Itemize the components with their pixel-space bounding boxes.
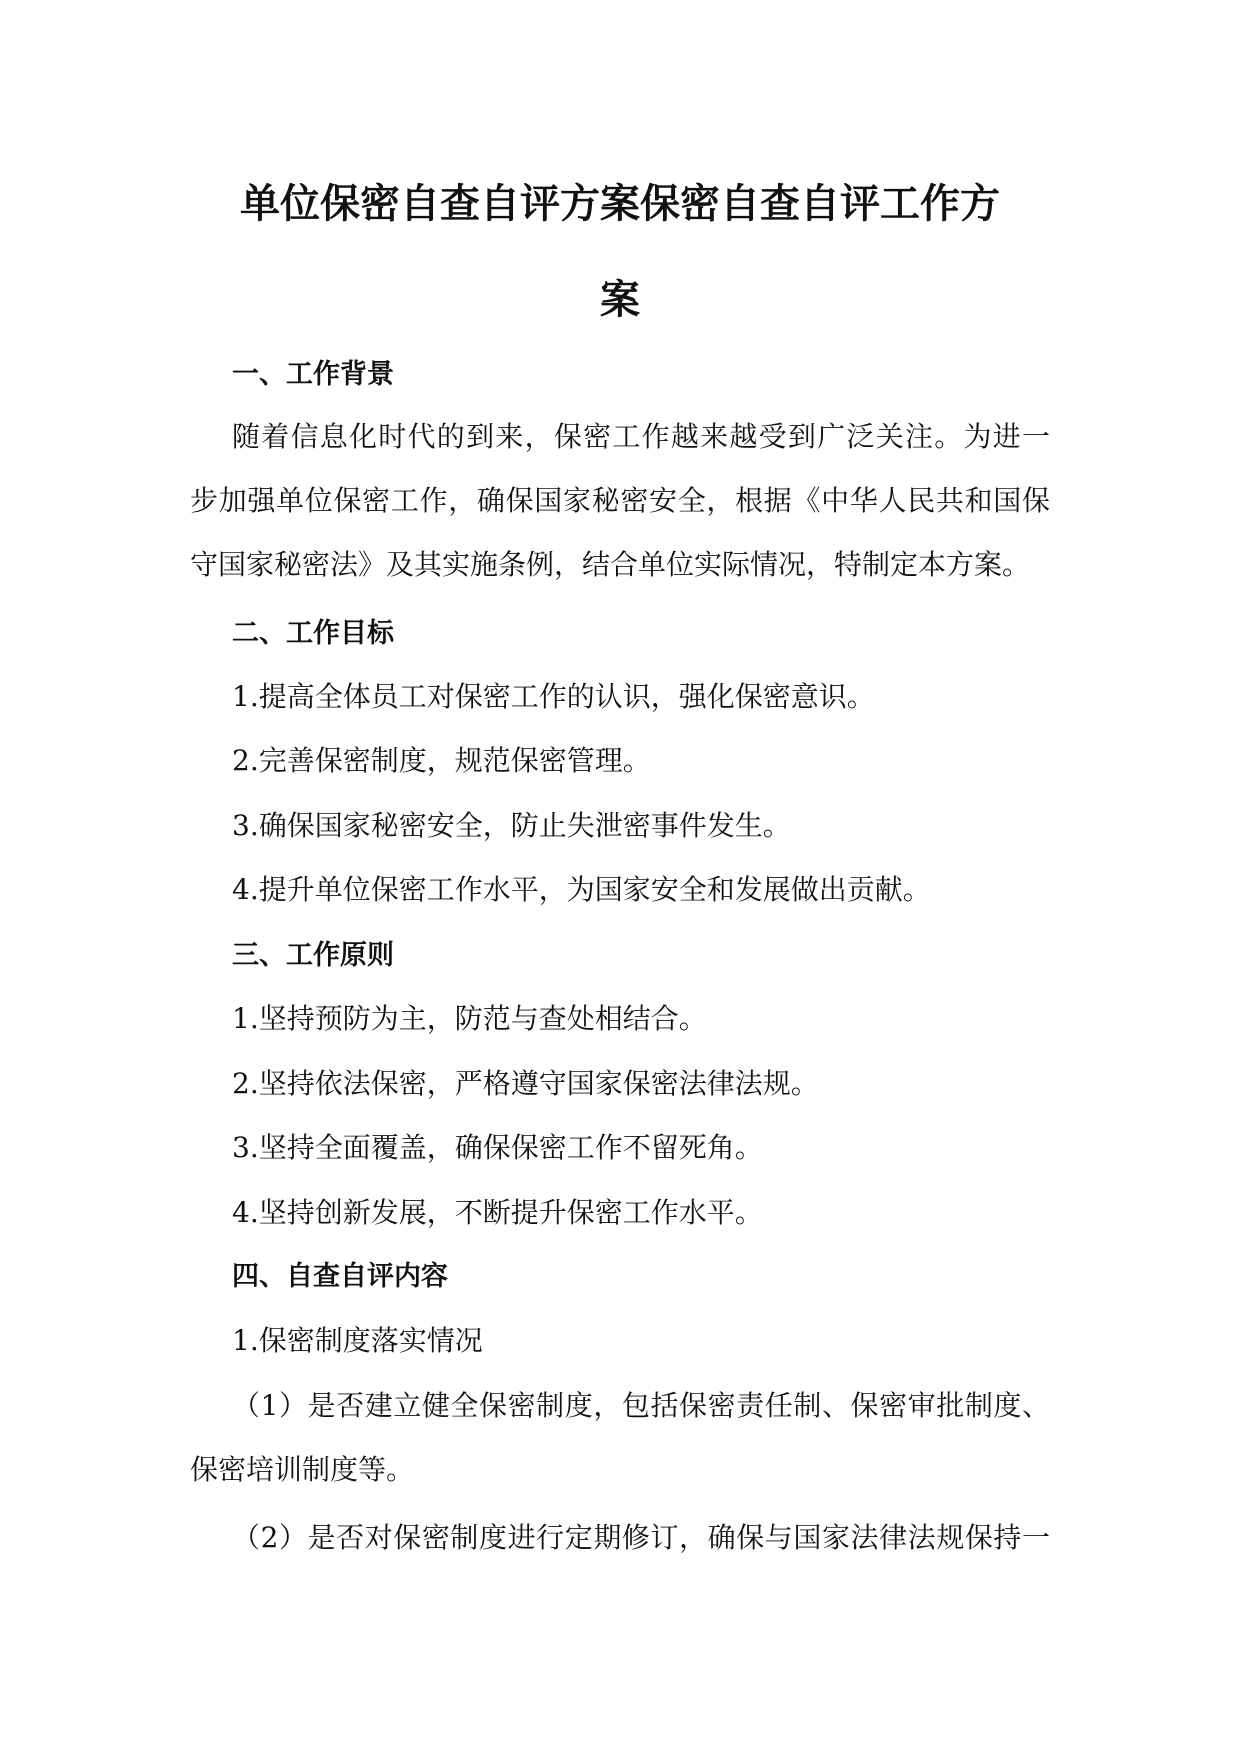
principle-item-4: 4.坚持创新发展，不断提升保密工作水平。	[232, 1196, 763, 1229]
section-heading-self-check: 四、自查自评内容	[232, 1261, 448, 1292]
document-title-line-2: 案	[600, 277, 640, 323]
goal-item-3: 3.确保国家秘密安全，防止失泄密事件发生。	[232, 809, 791, 842]
section-heading-principles: 三、工作原则	[232, 940, 394, 971]
self-check-item-1: 1.保密制度落实情况	[232, 1324, 483, 1357]
section-heading-background: 一、工作背景	[232, 359, 394, 390]
principle-item-1: 1.坚持预防为主，防范与查处相结合。	[232, 1002, 707, 1035]
principle-item-3: 3.坚持全面覆盖，确保保密工作不留死角。	[232, 1131, 763, 1164]
goal-item-1: 1.提高全体员工对保密工作的认识，强化保密意识。	[232, 680, 875, 713]
self-check-subitem-1-line-2: 保密培训制度等。	[190, 1453, 415, 1486]
section-heading-goals: 二、工作目标	[232, 618, 394, 649]
self-check-subitem-2-line-1: （2）是否对保密制度进行定期修订，确保与国家法律法规保持一	[232, 1521, 1050, 1554]
background-paragraph-line-3: 守国家秘密法》及其实施条例，结合单位实际情况，特制定本方案。	[190, 548, 1031, 581]
document-title-line-1: 单位保密自查自评方案保密自查自评工作方	[240, 181, 1000, 227]
principle-item-2: 2.坚持依法保密，严格遵守国家保密法律法规。	[232, 1067, 819, 1100]
goal-item-2: 2.完善保密制度，规范保密管理。	[232, 744, 651, 777]
background-paragraph-line-1: 随着信息化时代的到来，保密工作越来越受到广泛关注。为进一	[232, 420, 1050, 453]
self-check-subitem-1-line-1: （1）是否建立健全保密制度，包括保密责任制、保密审批制度、	[232, 1389, 1050, 1422]
goal-item-4: 4.提升单位保密工作水平，为国家安全和发展做出贡献。	[232, 873, 931, 906]
background-paragraph-line-2: 步加强单位保密工作，确保国家秘密安全，根据《中华人民共和国保	[190, 484, 1050, 517]
